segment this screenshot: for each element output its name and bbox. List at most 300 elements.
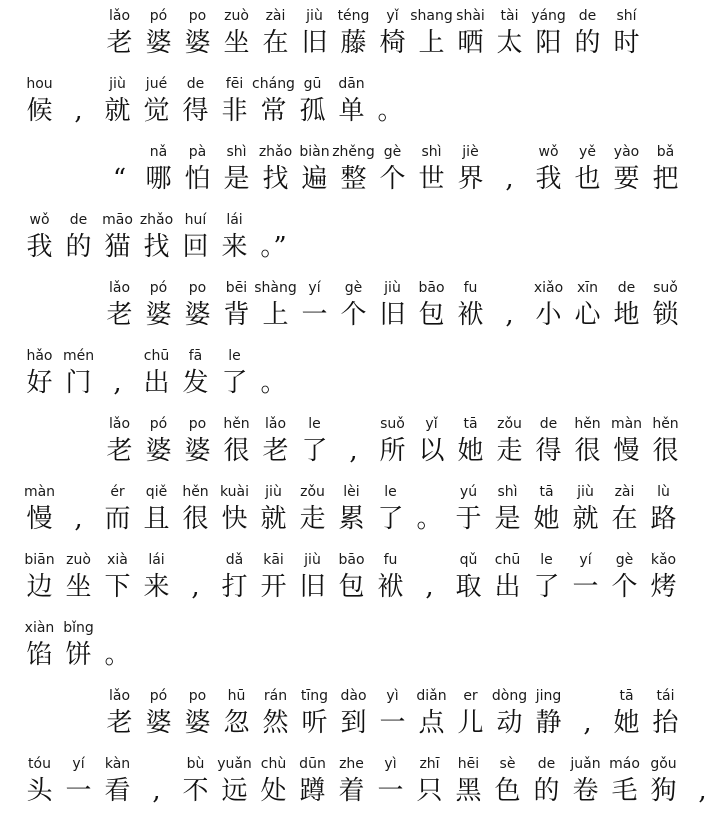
character-cell (412, 688, 451, 756)
pinyin: nǎ (149, 144, 168, 160)
pinyin: po (188, 688, 207, 704)
pinyin: hěn (574, 416, 601, 432)
text-line (20, 212, 680, 280)
character-cell (490, 280, 529, 348)
pinyin: zhǎo (258, 144, 293, 160)
character-cell (607, 280, 646, 348)
hanzi: 个 (611, 572, 638, 602)
hanzi: 我 (535, 164, 562, 194)
hanzi: 旧 (299, 572, 326, 602)
line-cells (100, 688, 680, 756)
character-cell (59, 552, 98, 620)
hanzi: 听 (301, 708, 328, 738)
hanzi: 婆 (184, 436, 211, 466)
hanzi: 远 (221, 776, 248, 806)
hanzi: 不 (182, 776, 209, 806)
text-line (20, 348, 680, 416)
character-cell (527, 484, 566, 552)
character-cell (176, 484, 215, 552)
character-cell (139, 416, 178, 484)
hanzi: 蹲 (299, 776, 326, 806)
hanzi: 个 (340, 300, 367, 330)
pinyin: kǎo (650, 552, 677, 568)
hanzi: 上 (262, 300, 289, 330)
hanzi: 出 (143, 368, 170, 398)
hanzi: 走 (496, 436, 523, 466)
pinyin: kàn (104, 756, 131, 772)
hanzi: 一 (377, 776, 404, 806)
character-cell (176, 756, 215, 824)
pinyin: tīng (300, 688, 329, 704)
pinyin: hǎo (26, 348, 53, 364)
hanzi: 遍 (301, 164, 328, 194)
character-cell (412, 8, 451, 76)
pinyin: hou (26, 76, 53, 92)
hanzi: 候 (26, 96, 53, 126)
pinyin: lù (657, 484, 670, 500)
character-cell (529, 144, 568, 212)
hanzi: 椅 (379, 28, 406, 58)
character-cell (646, 416, 685, 484)
pinyin: le (308, 416, 321, 432)
character-cell (490, 144, 529, 212)
pinyin: bù (186, 756, 205, 772)
character-cell (98, 756, 137, 824)
hanzi: 累 (338, 504, 365, 534)
character-cell (334, 8, 373, 76)
hanzi: 很 (182, 504, 209, 534)
character-cell (334, 144, 373, 212)
character-cell (371, 76, 410, 144)
character-cell (529, 416, 568, 484)
pinyin: dào (340, 688, 367, 704)
character-cell (176, 212, 215, 280)
hanzi: 动 (496, 708, 523, 738)
character-cell (178, 280, 217, 348)
pinyin: yáng (531, 8, 566, 24)
character-cell (20, 620, 59, 688)
pinyin: dān (338, 76, 365, 92)
character-cell (644, 552, 683, 620)
character-cell (295, 8, 334, 76)
character-cell (20, 212, 59, 280)
character-cell (683, 756, 722, 824)
character-cell (529, 8, 568, 76)
character-cell (334, 416, 373, 484)
character-cell (217, 144, 256, 212)
pinyin: yǐ (425, 416, 438, 432)
line-cells (20, 348, 680, 416)
hanzi: 抬 (652, 708, 679, 738)
hanzi: 一 (65, 776, 92, 806)
hanzi: 打 (221, 572, 248, 602)
character-cell (176, 552, 215, 620)
pinyin: qǔ (459, 552, 478, 568)
pinyin: lái (148, 552, 165, 568)
hanzi: 界 (457, 164, 484, 194)
hanzi: 就 (260, 504, 287, 534)
character-cell (98, 212, 137, 280)
character-cell (449, 756, 488, 824)
character-cell (373, 144, 412, 212)
character-cell (451, 8, 490, 76)
pinyin: chū (143, 348, 170, 364)
character-cell (605, 756, 644, 824)
character-cell (256, 416, 295, 484)
character-cell (410, 484, 449, 552)
character-cell (410, 552, 449, 620)
pinyin: biān (24, 552, 55, 568)
character-cell (568, 8, 607, 76)
pinyin: chū (494, 552, 521, 568)
hanzi: 的 (574, 28, 601, 58)
line-cells (100, 280, 680, 348)
hanzi: 上 (418, 28, 445, 58)
hanzi: “ (112, 164, 127, 194)
pinyin: hēi (457, 756, 480, 772)
character-cell (607, 688, 646, 756)
hanzi: 儿 (457, 708, 484, 738)
character-cell (605, 552, 644, 620)
character-cell (20, 484, 59, 552)
character-cell (256, 8, 295, 76)
text-line (100, 280, 680, 348)
pinyin: er (463, 688, 478, 704)
hanzi: 时 (613, 28, 640, 58)
hanzi: 背 (223, 300, 250, 330)
character-cell (646, 688, 685, 756)
hanzi: 看 (104, 776, 131, 806)
pinyin: māo (102, 212, 133, 228)
pinyin: lái (226, 212, 243, 228)
pinyin: xīn (576, 280, 599, 296)
pinyin: yuǎn (217, 756, 252, 772)
pinyin: diǎn (416, 688, 447, 704)
hanzi: 而 (104, 504, 131, 534)
character-cell (568, 688, 607, 756)
character-cell (254, 552, 293, 620)
line-cells (100, 8, 680, 76)
pinyin: de (537, 756, 556, 772)
pinyin: tóu (28, 756, 51, 772)
pinyin: bēi (225, 280, 248, 296)
hanzi: 边 (26, 572, 53, 602)
character-cell (137, 756, 176, 824)
pinyin: téng (337, 8, 370, 24)
character-cell (488, 756, 527, 824)
hanzi: 狗 (650, 776, 677, 806)
hanzi: 静 (535, 708, 562, 738)
character-cell (139, 280, 178, 348)
character-cell (295, 280, 334, 348)
hanzi: 卷 (572, 776, 599, 806)
hanzi: 毛 (611, 776, 638, 806)
character-cell (254, 756, 293, 824)
character-cell (254, 348, 293, 416)
pinyin: zhǎo (139, 212, 174, 228)
character-cell (644, 484, 683, 552)
character-cell (490, 416, 529, 484)
hanzi: 回 (182, 232, 209, 262)
hanzi: , (191, 572, 200, 602)
pinyin: wǒ (29, 212, 50, 228)
text-line (20, 756, 707, 824)
pinyin: suǒ (653, 280, 678, 296)
pinyin: jiù (306, 8, 323, 24)
hanzi: 觉 (143, 96, 170, 126)
hanzi: 包 (418, 300, 445, 330)
hanzi: 袱 (377, 572, 404, 602)
hanzi: 非 (221, 96, 248, 126)
hanzi: 老 (262, 436, 289, 466)
hanzi: 是 (494, 504, 521, 534)
pinyin: le (540, 552, 553, 568)
character-cell (490, 688, 529, 756)
pinyin: jiù (109, 76, 126, 92)
hanzi: 。 (260, 368, 287, 398)
character-cell (217, 280, 256, 348)
line-cells (20, 212, 680, 280)
character-cell (295, 688, 334, 756)
hanzi: 所 (379, 436, 406, 466)
character-cell (568, 416, 607, 484)
character-cell (139, 144, 178, 212)
hanzi: 猫 (104, 232, 131, 262)
pinyin: jiù (304, 552, 321, 568)
pinyin: yào (613, 144, 640, 160)
character-cell (332, 552, 371, 620)
hanzi: 在 (611, 504, 638, 534)
text-line (20, 552, 680, 620)
character-cell (373, 688, 412, 756)
character-cell (568, 280, 607, 348)
character-cell (488, 484, 527, 552)
hanzi: , (113, 368, 122, 398)
hanzi: 要 (613, 164, 640, 194)
character-cell (178, 688, 217, 756)
pinyin: hěn (223, 416, 250, 432)
hanzi: 把 (652, 164, 679, 194)
pinyin: kāi (263, 552, 284, 568)
character-cell (410, 756, 449, 824)
pinyin: gè (383, 144, 402, 160)
character-cell (293, 552, 332, 620)
hanzi: 着 (338, 776, 365, 806)
character-cell (332, 484, 371, 552)
hanzi: 一 (301, 300, 328, 330)
character-cell (215, 212, 254, 280)
character-cell (449, 552, 488, 620)
hanzi: , (74, 504, 83, 534)
pinyin: gǒu (650, 756, 677, 772)
pinyin: yì (384, 756, 397, 772)
character-cell (566, 756, 605, 824)
pinyin: kuài (219, 484, 250, 500)
pinyin: yí (308, 280, 321, 296)
character-cell (215, 756, 254, 824)
pinyin: biàn (299, 144, 330, 160)
hanzi: 老 (106, 436, 133, 466)
pinyin: zuò (66, 552, 91, 568)
hanzi: 取 (455, 572, 482, 602)
character-cell (137, 552, 176, 620)
character-cell (295, 416, 334, 484)
character-cell (451, 144, 490, 212)
hanzi: 坐 (223, 28, 250, 58)
hanzi: 到 (340, 708, 367, 738)
hanzi: , (583, 708, 592, 738)
pinyin: shì (497, 484, 518, 500)
character-cell (137, 212, 176, 280)
character-cell (20, 756, 59, 824)
pinyin: rán (263, 688, 288, 704)
hanzi: 个 (379, 164, 406, 194)
pinyin: yì (386, 688, 399, 704)
character-cell (644, 756, 683, 824)
hanzi: 色 (494, 776, 521, 806)
character-cell (607, 416, 646, 484)
character-cell (178, 144, 217, 212)
hanzi: 单 (338, 96, 365, 126)
line-cells (20, 620, 680, 688)
character-cell (332, 756, 371, 824)
line-cells (100, 144, 680, 212)
pinyin: jiè (462, 144, 479, 160)
pinyin: hěn (182, 484, 209, 500)
hanzi: 很 (652, 436, 679, 466)
pinyin: shang (410, 8, 453, 24)
character-cell (293, 484, 332, 552)
pinyin: bǐng (63, 620, 94, 636)
hanzi: 好 (26, 368, 53, 398)
pinyin: sè (499, 756, 516, 772)
pinyin: yí (72, 756, 85, 772)
hanzi: 旧 (301, 28, 328, 58)
pinyin: màn (610, 416, 643, 432)
pinyin: tā (463, 416, 478, 432)
text-line (100, 688, 680, 756)
character-cell (371, 552, 410, 620)
character-cell (334, 688, 373, 756)
character-cell (371, 484, 410, 552)
hanzi: 点 (418, 708, 445, 738)
hanzi: 她 (613, 708, 640, 738)
hanzi: 了 (301, 436, 328, 466)
hanzi: 头 (26, 776, 53, 806)
pinyin: qiě (145, 484, 168, 500)
hanzi: 锁 (652, 300, 679, 330)
pinyin: jiù (265, 484, 282, 500)
pinyin: zǒu (497, 416, 522, 432)
hanzi: 路 (650, 504, 677, 534)
character-cell (256, 280, 295, 348)
character-cell (646, 144, 685, 212)
character-cell (98, 76, 137, 144)
character-cell (256, 688, 295, 756)
hanzi: 世 (418, 164, 445, 194)
pinyin: zǒu (300, 484, 325, 500)
hanzi: 下 (104, 572, 131, 602)
hanzi: 门 (65, 368, 92, 398)
character-cell (100, 144, 139, 212)
hanzi: 。 (104, 640, 131, 670)
pinyin: po (188, 280, 207, 296)
pinyin: xià (107, 552, 128, 568)
pinyin: fā (188, 348, 203, 364)
pinyin: gè (344, 280, 363, 296)
line-cells (20, 76, 680, 144)
hanzi: , (74, 96, 83, 126)
hanzi: 就 (572, 504, 599, 534)
hanzi: 黑 (455, 776, 482, 806)
hanzi: 了 (221, 368, 248, 398)
pinyin: lǎo (108, 688, 131, 704)
pinyin: de (578, 8, 597, 24)
pinyin: shì (226, 144, 247, 160)
pinyin: zhěng (332, 144, 375, 160)
hanzi: 包 (338, 572, 365, 602)
hanzi: 一 (572, 572, 599, 602)
pinyin: pó (149, 688, 168, 704)
character-cell (412, 416, 451, 484)
pinyin: bāo (418, 280, 445, 296)
hanzi: 地 (613, 300, 640, 330)
pinyin: le (228, 348, 241, 364)
character-cell (59, 620, 98, 688)
hanzi: 以 (418, 436, 445, 466)
pinyin: chù (260, 756, 287, 772)
hanzi: 开 (260, 572, 287, 602)
hanzi: 老 (106, 28, 133, 58)
character-cell (215, 484, 254, 552)
pinyin: máo (609, 756, 640, 772)
character-cell (139, 8, 178, 76)
hanzi: 我 (26, 232, 53, 262)
line-cells (20, 552, 680, 620)
character-cell (176, 348, 215, 416)
pinyin: cháng (252, 76, 295, 92)
pinyin: hū (227, 688, 246, 704)
character-cell (412, 144, 451, 212)
hanzi: , (425, 572, 434, 602)
pinyin: wǒ (538, 144, 559, 160)
hanzi: 老 (106, 300, 133, 330)
pinyin: pó (149, 280, 168, 296)
character-cell (373, 416, 412, 484)
character-cell (566, 484, 605, 552)
character-cell (371, 756, 410, 824)
character-cell (100, 8, 139, 76)
character-cell (20, 76, 59, 144)
hanzi: 也 (574, 164, 601, 194)
hanzi: 饼 (65, 640, 92, 670)
pinyin: hěn (652, 416, 679, 432)
hanzi: 的 (65, 232, 92, 262)
character-cell (529, 280, 568, 348)
line-cells (20, 484, 680, 552)
pinyin: fu (383, 552, 398, 568)
hanzi: 烤 (650, 572, 677, 602)
character-cell (98, 620, 137, 688)
hanzi: 了 (533, 572, 560, 602)
hanzi: 快 (221, 504, 248, 534)
pinyin: tái (656, 688, 675, 704)
hanzi: 就 (104, 96, 131, 126)
character-cell (137, 484, 176, 552)
character-cell (137, 348, 176, 416)
character-cell (215, 552, 254, 620)
pinyin: gè (615, 552, 634, 568)
